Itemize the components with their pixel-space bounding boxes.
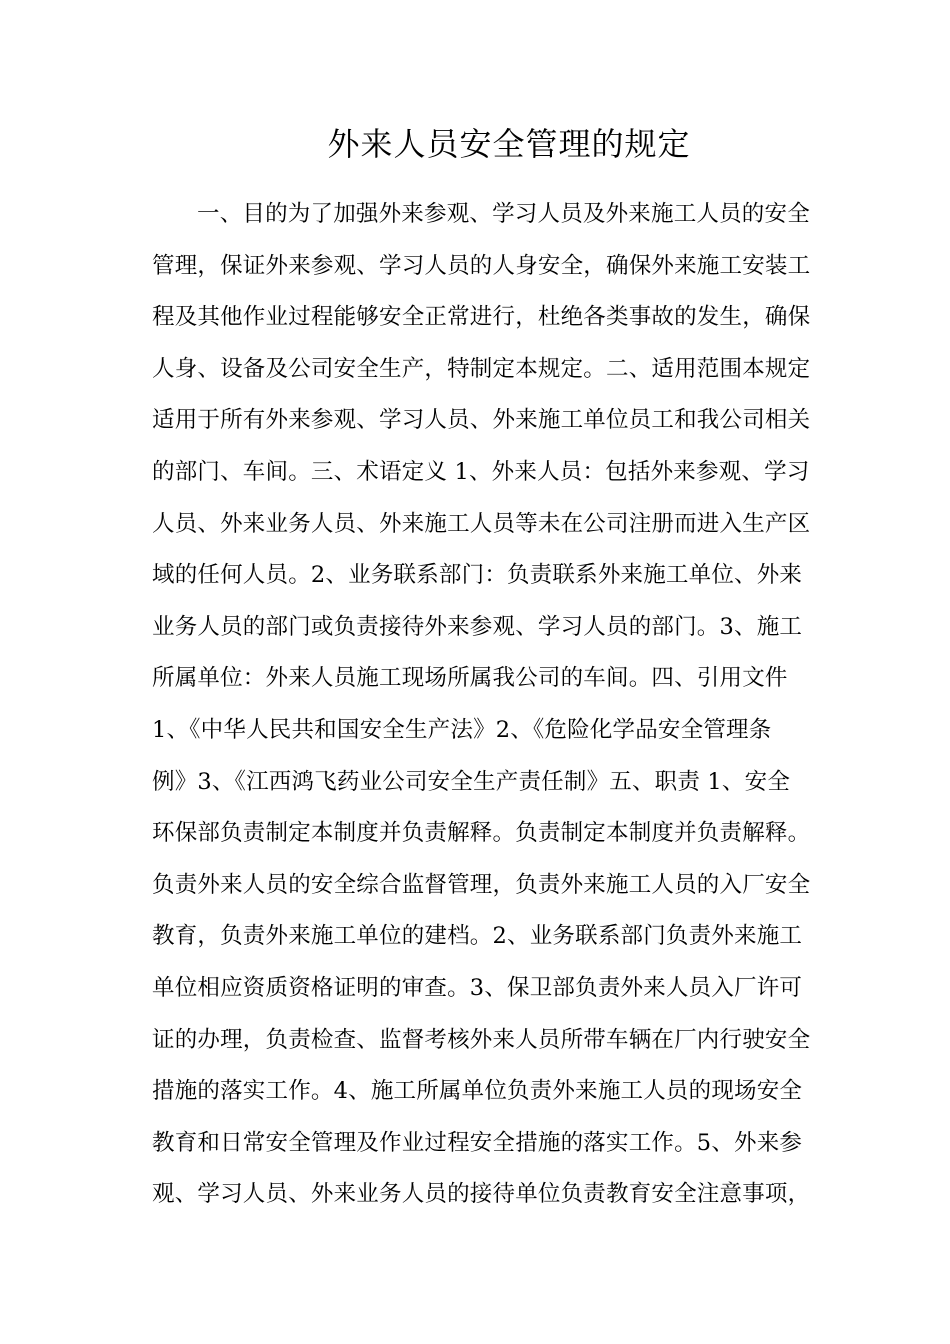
body-line: 教育，负责外来施工单位的建档。2、业务联系部门负责外来施工 — [152, 923, 803, 950]
body-line: 负责外来人员的安全综合监督管理，负责外来施工人员的入厂安全 — [152, 871, 811, 898]
body-line: 人员、外来业务人员、外来施工人员等未在公司注册而进入生产区 — [152, 510, 811, 537]
body-line: 的部门、车间。三、术语定义 1、外来人员：包括外来参观、学习 — [152, 458, 810, 485]
body-line: 管理，保证外来参观、学习人员的人身安全，确保外来施工安装工 — [152, 252, 811, 279]
body-line: 程及其他作业过程能够安全正常进行，杜绝各类事故的发生，确保 — [152, 304, 811, 331]
body-line: 环保部负责制定本制度并负责解释。负责制定本制度并负责解释。 — [152, 820, 811, 847]
body-line: 业务人员的部门或负责接待外来参观、学习人员的部门。3、施工 — [152, 613, 803, 640]
body-line: 域的任何人员。2、业务联系部门：负责联系外来施工单位、外来 — [152, 562, 803, 589]
body-line: 一、目的为了加强外来参观、学习人员及外来施工人员的安全 — [197, 201, 810, 227]
body-line: 观、学习人员、外来业务人员的接待单位负责教育安全注意事项， — [152, 1181, 811, 1208]
body-line: 所属单位：外来人员施工现场所属我公司的车间。四、引用文件 — [152, 665, 788, 692]
body-line: 措施的落实工作。4、施工所属单位负责外来施工人员的现场安全 — [152, 1078, 803, 1105]
body-line: 单位相应资质资格证明的审查。3、保卫部负责外来人员入厂许可 — [152, 974, 803, 1001]
body-line: 教育和日常安全管理及作业过程安全措施的落实工作。5、外来参 — [152, 1129, 803, 1156]
body-line: 1、《中华人民共和国安全生产法》2、《危险化学品安全管理条 — [152, 716, 772, 743]
body-line: 人身、设备及公司安全生产，特制定本规定。二、适用范围本规定 — [152, 355, 811, 382]
document-title: 外来人员安全管理的规定 — [327, 125, 691, 163]
document-body — [152, 194, 812, 1226]
body-line: 证的办理，负责检查、监督考核外来人员所带车辆在厂内行驶安全 — [152, 1026, 811, 1053]
body-line: 适用于所有外来参观、学习人员、外来施工单位员工和我公司相关 — [152, 407, 811, 434]
body-line: 例》3、《江西鸿飞药业公司安全生产责任制》五、职责 1、安全 — [152, 768, 791, 795]
